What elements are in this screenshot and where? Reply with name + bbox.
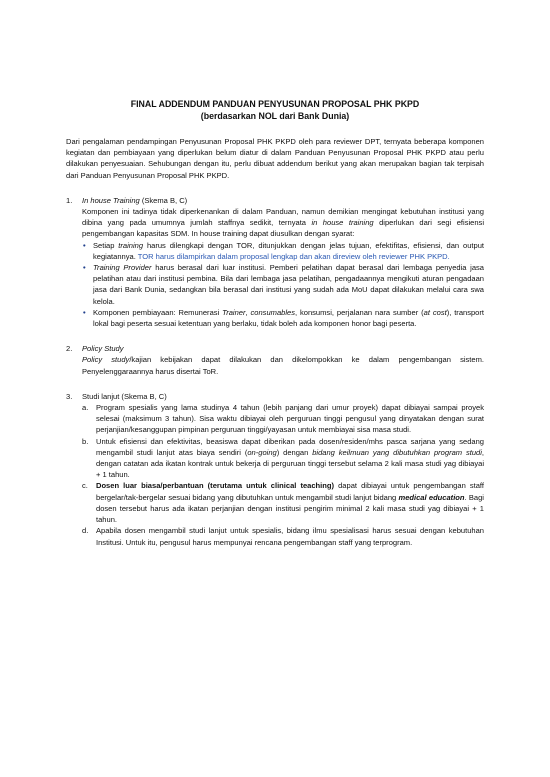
section-heading-rest: (Skema B, C) bbox=[139, 195, 188, 205]
text-run: diperlukan dari segi efisiensi pengembangan kapasitas SDM. In house training dapat diusulkan dengan syarat: bbox=[82, 218, 485, 239]
title-line-1: FINAL ADDENDUM PANDUAN PENYUSUNAN PROPOSAL PHK PKPD bbox=[130, 99, 420, 109]
text-run-italic: Training Provider bbox=[93, 263, 152, 273]
text-run: Komponen ini tadinya tidak diperkenankan di dalam Panduan, namun demikian mengingat kebutuhan institusi yang dibina yang pada umumnya jumlah staffnya sedikit, ternyata bbox=[82, 207, 484, 228]
bullet-icon: • bbox=[83, 263, 86, 273]
text-run: . Bagi dosen tersebut harus ada ikatan perjanjian dengan institusi pengirim minimal 2 kali masa studi yag dibiayai + 1 tahun. bbox=[96, 492, 484, 525]
section-policy-study bbox=[66, 343, 484, 377]
text-run: , bbox=[245, 307, 251, 317]
section-studi-lanjut bbox=[66, 391, 484, 548]
section-heading: Policy Study bbox=[82, 344, 124, 354]
requirements-list bbox=[82, 240, 484, 330]
section-heading bbox=[82, 195, 484, 206]
list-item bbox=[82, 480, 484, 525]
section-in-house-training bbox=[66, 195, 484, 329]
section-paragraph bbox=[82, 354, 484, 376]
text-run-italic: in house training bbox=[311, 218, 374, 228]
text-run-bold-italic: medical education bbox=[398, 492, 465, 502]
highlighted-note: TOR harus dilampirkan dalam proposal lengkap dan akan direview oleh reviewer PHK PKPD. bbox=[137, 251, 450, 261]
text-run: ) dengan bbox=[276, 447, 313, 457]
text-run-bold: Dosen luar biasa/perbantuan (terutama untuk clinical teaching) bbox=[96, 481, 335, 491]
list-letter: b. bbox=[82, 436, 89, 446]
list-letter: d. bbox=[82, 526, 89, 536]
text-run: harus dilengkapi dengan TOR, ditunjukkan dengan jelas tujuan, efektifitas, efisiensi, dan output kegiatannya. bbox=[93, 240, 485, 261]
text-run: /kajian kebijakan dapat dilakukan dan dikelompokkan ke dalam pengembangan sistem. Penyelenggaraannya harus disertai ToR. bbox=[82, 355, 484, 376]
title-line-2: (berdasarkan NOL dari Bank Dunia) bbox=[200, 111, 350, 121]
text-run-italic: consumables bbox=[250, 307, 295, 317]
lettered-list bbox=[82, 402, 484, 548]
text-run: Program spesialis yang lama studinya 4 tahun (lebih panjang dari umur proyek) dapat dibiayai sampai proyek selesai (maksimum 3 tahun). Sisa waktu dibiayai oleh perguruan tinggi pengusul yang dinyatakan dengan surat perjanjian/kesanggupan pimpinan perguruan tinggi/yayasan untuk membiayai sisa masa studi. bbox=[96, 403, 484, 435]
list-item bbox=[82, 262, 484, 307]
text-run: Untuk efisiensi dan efektivitas, beasiswa dapat diberikan pada dosen/residen/mhs pasca sarjana yang sedang mengambil studi lanjut atas biaya sendiri ( bbox=[96, 436, 484, 457]
section-number: 1. bbox=[66, 195, 73, 205]
text-run-italic: Trainer bbox=[222, 307, 246, 317]
bullet-icon: • bbox=[83, 307, 86, 317]
text-run: , dengan catatan ada ikatan kontrak untuk bekerja di perguruan tinggi tersebut selama 2 kali masa studi yag dibiayai + 1 tahun. bbox=[96, 447, 485, 480]
text-run-italic: Policy study bbox=[82, 355, 130, 365]
text-run-italic: on-going bbox=[247, 447, 277, 457]
list-letter: a. bbox=[82, 403, 89, 413]
section-heading: Studi lanjut (Skema B, C) bbox=[82, 391, 167, 401]
text-run: Komponen pembiayaan: Remunerasi bbox=[93, 307, 223, 317]
section-number: 2. bbox=[66, 344, 73, 354]
section-heading-italic: In house Training bbox=[82, 195, 140, 205]
text-run: Setiap bbox=[93, 240, 119, 250]
text-run: , konsumsi, perjalanan nara sumber ( bbox=[294, 307, 424, 317]
list-letter: c. bbox=[82, 481, 88, 491]
section-number: 3. bbox=[66, 391, 73, 401]
list-item bbox=[82, 525, 484, 547]
bullet-icon: • bbox=[83, 240, 86, 250]
section-paragraph bbox=[82, 206, 484, 240]
list-item bbox=[82, 240, 484, 262]
text-run: Apabila dosen mengambil studi lanjut untuk spesialis, bidang ilmu spesialisasi harus sesuai dengan kebutuhan Institusi. Untuk itu, pengusul harus mempunyai rencana pengembangan staff yang terprogram. bbox=[96, 526, 484, 547]
document-title bbox=[66, 98, 484, 122]
text-run: ), transport lokal bagi peserta sesuai ketentuan yang berlaku, tidak boleh ada komponen honor bagi peserta. bbox=[93, 307, 484, 329]
list-item bbox=[82, 402, 484, 436]
text-run-italic: bidang keilmuan yang dibutuhkan program studi bbox=[312, 447, 482, 457]
text-run-italic: at cost bbox=[423, 307, 447, 317]
text-run: harus berasal dari luar institusi. Pemberi pelatihan dapat berasal dari lembaga penyedia jasa pelatihan atau dari institusi pembina. Bila dari lembaga jasa pelatihan, pengadaannya mengikuti aturan pengadaan jasa dari Bank Dunia, sedangkan bila berasal dari institusi yang sudah ada MoU dapat dilakukan melalui cara swa kelola. bbox=[93, 263, 484, 306]
text-run-italic: training bbox=[118, 240, 144, 250]
list-item bbox=[82, 436, 484, 481]
list-item bbox=[82, 307, 484, 329]
text-run: dapat dibiayai untuk pengembangan staff bergelar/tak-bergelar sesuai bidang yang dibutuhkan untuk mengambil studi lanjut bidang bbox=[96, 481, 484, 502]
intro-paragraph: Dari pengalaman pendampingan Penyusunan Proposal PHK PKPD oleh para reviewer DPT, ternyata beberapa komponen kegiatan dan pembiayaan yang diperlukan belum diatur di dalam Panduan Penyusunan Proposal PHK PKPD atau perlu dilakukan penyesuaian. Sehubungan dengan itu, perlu dibuat addendum berikut yang akan merupakan bagian tak terpisah dari Panduan Penyusunan Proposal PHK PKPD. bbox=[66, 137, 484, 180]
